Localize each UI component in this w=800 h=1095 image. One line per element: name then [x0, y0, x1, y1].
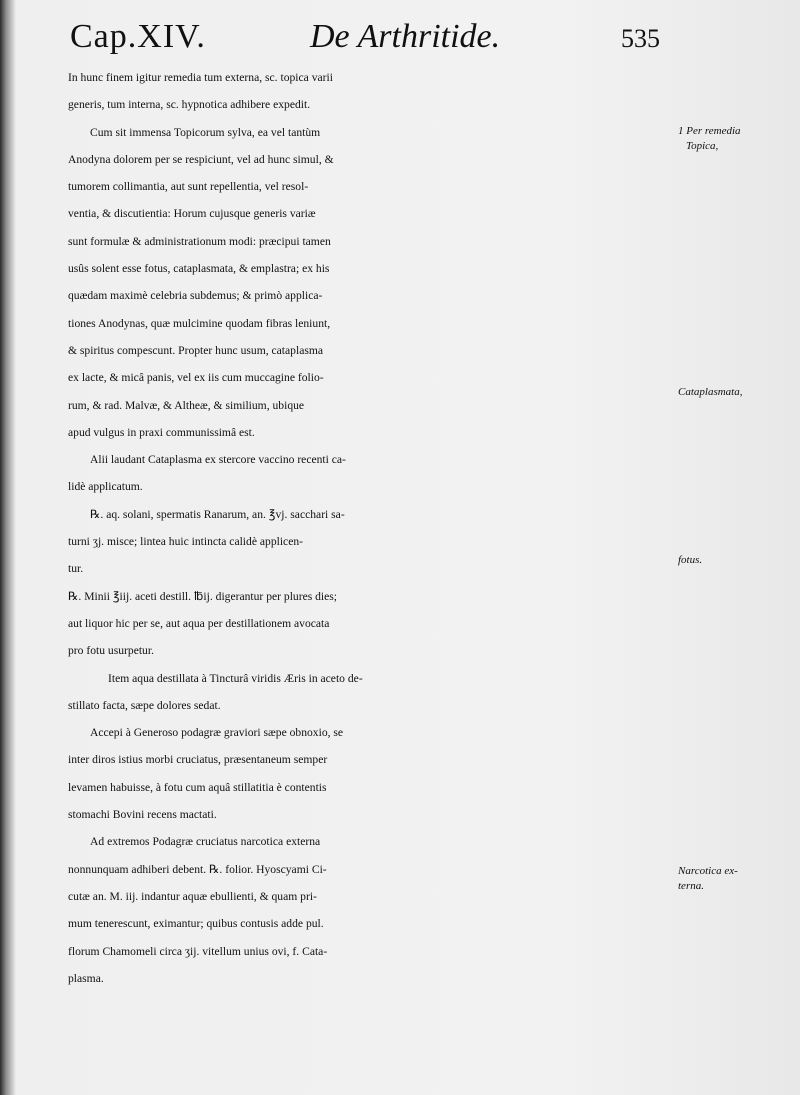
text-line: apud vulgus in praxi communissimâ est.: [68, 425, 255, 439]
margin-note-line: terna.: [678, 880, 704, 892]
text-line: cutæ an. M. iij. indantur aquæ ebullienti, & quam pri-: [68, 889, 317, 903]
text-line: sunt formulæ & administrationum modi: præcipui tamen: [68, 234, 331, 248]
text-line: Ad extremos Podagræ cruciatus narcotica externa: [90, 835, 321, 849]
text-line: Accepi à Generoso podagræ graviori sæpe obnoxio, se: [90, 726, 344, 740]
text-line: Item aqua destillata à Tincturâ viridis Æris in aceto de-: [108, 671, 363, 685]
text-line: inter diros istius morbi cruciatus, præsentaneum semper: [68, 753, 328, 767]
text-line: tumorem collimantia, aut sunt repellentia, vel resol-: [68, 180, 309, 194]
body-text: [68, 64, 668, 992]
text-line: florum Chamomeli circa ʒij. vitellum unius ovi, f. Cata-: [68, 944, 328, 958]
text-line: ℞. aq. solani, spermatis Ranarum, an. ℥vj. sacchari sa-: [90, 507, 345, 521]
text-line: Alii laudant Cataplasma ex stercore vaccino recenti ca-: [90, 453, 346, 467]
text-line: ℞. Minii ℥iij. aceti destill. ℔ij. digerantur per plures dies;: [68, 589, 338, 603]
text-line: mum tenerescunt, eximantur; quibus contusis adde pul.: [68, 917, 324, 931]
page-header: [70, 18, 660, 68]
text-line: stillato facta, sæpe dolores sedat.: [68, 698, 221, 712]
text-line: rum, & rad. Malvæ, & Altheæ, & similium, ubique: [68, 398, 305, 412]
text-line: aut liquor hic per se, aut aqua per destillationem avocata: [68, 616, 330, 630]
text-line: turni ʒj. misce; lintea huic intincta calidè applicen-: [68, 535, 304, 549]
margin-note-cataplasmata: [678, 385, 798, 400]
text-line: In hunc finem igitur remedia tum externa, sc. topica varii: [68, 71, 333, 84]
text-line: quædam maximè celebria subdemus; & primò applica-: [68, 289, 323, 303]
margin-note-narcotica: [678, 864, 798, 894]
margin-note-fotus: [678, 553, 798, 568]
margin-note-line: Cataplasmata,: [678, 386, 743, 398]
margin-note-line: fotus.: [678, 554, 703, 566]
text-line: ventia, & discutientia: Horum cujusque generis variæ: [68, 207, 316, 221]
text-line: Anodyna dolorem per se respiciunt, vel ad hunc simul, &: [68, 152, 334, 166]
margin-note-line: 1 Per remedia: [678, 125, 741, 137]
text-line: tur.: [68, 562, 84, 576]
text-line: generis, tum interna, sc. hypnotica adhibere expedit.: [68, 98, 311, 112]
text-line: nonnunquam adhiberi debent. ℞. folior. Hyoscyami Ci-: [68, 862, 327, 876]
text-line: & spiritus compescunt. Propter hunc usum, cataplasma: [68, 343, 324, 357]
page-number: 535: [621, 24, 660, 53]
chapter-label: Cap.XIV.: [70, 18, 206, 55]
chapter-title: De Arthritide.: [310, 18, 501, 55]
text-line: usûs solent esse fotus, cataplasmata, & emplastra; ex his: [68, 262, 330, 276]
text-line: tiones Anodynas, quæ mulcimine quodam fibras leniunt,: [68, 316, 331, 330]
margin-note-topica: [678, 124, 798, 154]
margin-note-line: Narcotica ex-: [678, 865, 738, 877]
text-line: lidè applicatum.: [68, 480, 143, 494]
margin-note-line: Topica,: [686, 140, 719, 152]
text-line: plasma.: [68, 971, 104, 985]
text-line: levamen habuisse, à fotu cum aquâ stillatitia è contentis: [68, 780, 327, 794]
text-line: ex lacte, & micâ panis, vel ex iis cum muccagine folio-: [68, 371, 324, 385]
text-line: stomachi Bovini recens mactati.: [68, 808, 217, 822]
text-line: Cum sit immensa Topicorum sylva, ea vel tantùm: [90, 125, 321, 139]
text-line: pro fotu usurpetur.: [68, 644, 154, 658]
